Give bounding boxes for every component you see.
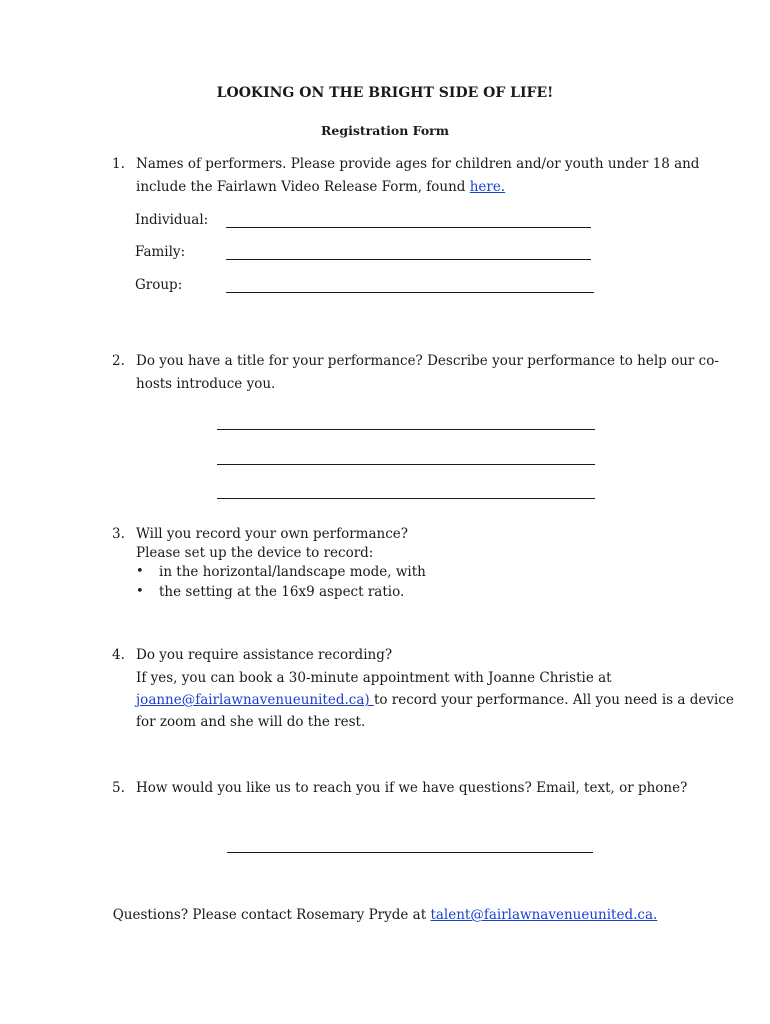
q3-line1: Will you record your own performance? [136,526,408,542]
q4-line1: Do you require assistance recording? [136,647,393,663]
performance-input-line-3[interactable] [217,497,595,499]
contact-input-line[interactable] [227,851,593,853]
footer-text: Questions? Please contact Rosemary Pryde at [112,907,431,923]
bullet-icon: • [136,564,144,579]
q2-line1: Do you have a title for your performance? Describe your performance to help our co- [136,353,719,369]
group-input-line[interactable] [226,291,594,293]
release-form-link[interactable]: here. [469,179,506,195]
joanne-email-link[interactable]: joanne@fairlawnavenueunited.ca) [136,692,374,708]
q5-line1: How would you like us to reach you if we have questions? Email, text, or phone? [136,780,688,796]
q4-line3 [136,692,734,708]
q4-line2: If yes, you can book a 30-minute appointment with Joanne Christie at [136,670,612,686]
performance-input-line-1[interactable] [217,428,595,430]
form-title: LOOKING ON THE BRIGHT SIDE OF LIFE! [216,85,554,101]
form-subtitle: Registration Form [321,123,449,138]
group-label: Group: [135,277,183,293]
talent-email-link[interactable]: talent@fairlawnavenueunited.ca. [430,907,658,923]
q1-line2-text: include the Fairlawn Video Release Form, found [136,179,470,195]
performance-input-line-2[interactable] [217,463,595,465]
footer-contact [0,907,770,923]
q1-number: 1. [112,156,125,172]
q2-number: 2. [112,353,125,369]
q4-line4: for zoom and she will do the rest. [136,714,366,730]
q1-line1: Names of performers. Please provide ages for children and/or youth under 18 and [136,156,700,172]
family-input-line[interactable] [226,258,591,260]
q2-line2: hosts introduce you. [136,376,276,392]
q3-bullet-2: the setting at the 16x9 aspect ratio. [159,584,405,600]
q5-number: 5. [112,780,125,796]
q4-number: 4. [112,647,125,663]
bullet-icon: • [136,584,144,599]
family-label: Family: [135,244,186,260]
individual-label: Individual: [135,212,209,228]
q3-bullet-1: in the horizontal/landscape mode, with [159,564,426,580]
individual-input-line[interactable] [226,226,591,228]
q3-number: 3. [112,526,125,542]
q1-line2 [136,179,505,195]
q3-line2: Please set up the device to record: [136,545,374,561]
q4-line3-rest: to record your performance. All you need is a device [373,692,734,708]
